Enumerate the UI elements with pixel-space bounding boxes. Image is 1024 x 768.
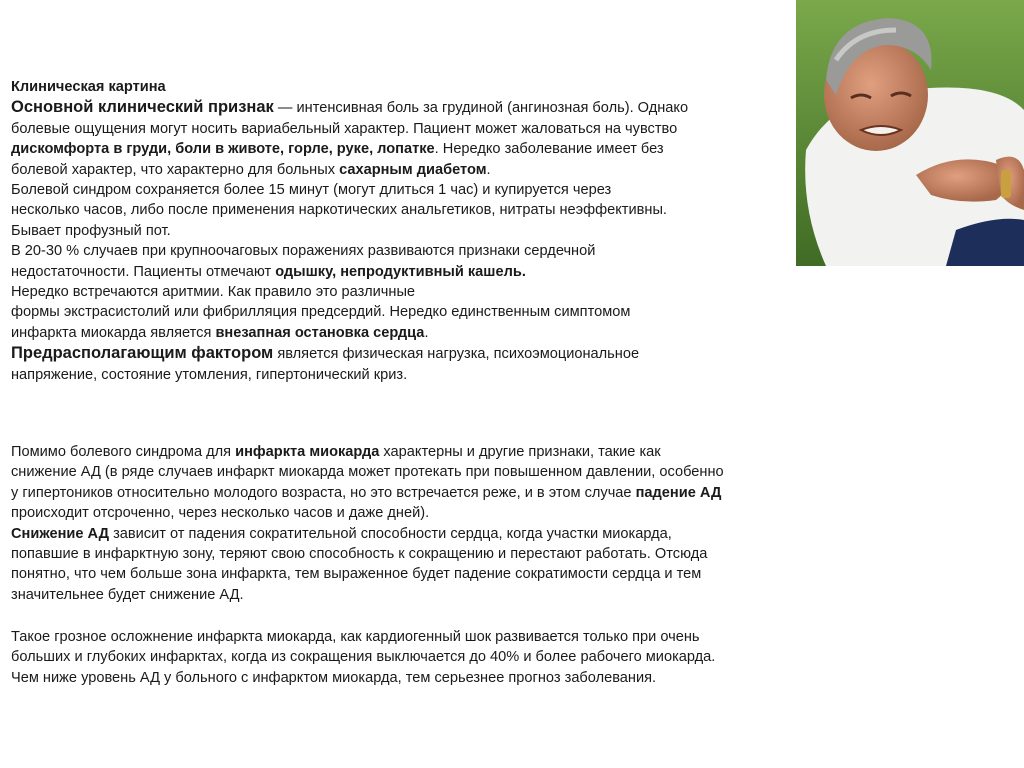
section-heading: Клиническая картина [11,79,166,95]
text-line: болевой характер, что характерно для больных сахарным диабетом. [11,161,491,178]
bold-term: сахарным диабетом [339,161,487,178]
text-line: болевые ощущения могут носить вариабельный характер. Пациент может жаловаться на чувство [11,120,678,137]
text-line: попавшие в инфарктную зону, теряют свою способность к сокращению и перестают работать. Отсюда [11,546,708,563]
text-line: В 20-30 % случаев при крупноочаговых поражениях развиваются признаки сердечной [11,243,596,260]
text-line: Такое грозное осложнение инфаркта миокарда, как кардиогенный шок развивается только при очень [11,629,700,645]
bold-term: дискомфорта в груди, боли в животе, горле, руке, лопатке [11,141,435,158]
other-signs-section [11,442,724,605]
text-line: Помимо болевого синдрома для инфаркта миокарда характерны и другие признаки, такие как [11,444,661,460]
bold-term: инфаркта миокарда [235,444,380,460]
text-line: у гипертоников относительно молодого возраста, но это встречается реже, и в этом случае падение АД [11,484,722,501]
bold-term: Снижение АД [11,525,110,542]
text-line: происходит отсроченно, через несколько часов и даже дней). [11,505,430,522]
clinical-picture-section [11,77,688,385]
text-line: недостаточности. Пациенты отмечают одышку, непродуктивный кашель. [11,263,526,280]
text-line: Нередко встречаются аритмии. Как правило это различные [11,284,416,301]
text-line: понятно, что чем больше зона инфаркта, тем выраженное будет падение сократимости сердца и тем [11,566,702,583]
bold-term: одышку, непродуктивный кашель. [275,263,526,280]
chest-pain-photo [796,0,1024,266]
text-line: Бывает профузный пот. [11,222,171,239]
text-line: снижение АД (в ряде случаев инфаркт миокарда может протекать при повышенном давлении, особенно [11,464,724,481]
man-clutching-chest-illustration [796,0,1024,266]
text-line: значительнее будет снижение АД. [11,586,244,603]
text-line: несколько часов, либо после применения наркотических анальгетиков, нитраты неэффективны. [11,202,667,219]
bold-term: Предрасполагающим фактором [11,344,274,363]
text-line: Чем ниже уровень АД у больного с инфарктом миокарда, тем серьезнее прогноз заболевания. [11,669,657,686]
text-line: Снижение АД зависит от падения сократительной способности сердца, когда участки миокарда, [11,525,672,542]
text-line: инфаркта миокарда является внезапная остановка сердца. [11,324,429,341]
text-line: формы экстрасистолий или фибрилляция предсердий. Нередко единственным симптомом [11,304,631,321]
text-line: дискомфорта в груди, боли в животе, горле, руке, лопатке. Нередко заболевание имеет без [11,141,664,158]
text-line: Основной клинический признак — интенсивная боль за грудиной (ангинозная боль). Однако [11,98,689,117]
text-line: Предрасполагающим фактором является физическая нагрузка, психоэмоциональное [11,344,640,363]
text-line: Болевой синдром сохраняется более 15 минут (могут длиться 1 час) и купируется через [11,182,612,199]
bold-term: внезапная остановка сердца [215,324,425,341]
cardiogenic-shock-section [11,627,715,688]
text-line: больших и глубоких инфарктах, когда из сокращения выключается до 40% и более рабочего миокарда. [11,649,716,666]
bold-term: Основной клинический признак [11,98,274,117]
text-line: напряжение, состояние утомления, гипертонический криз. [11,366,408,383]
bold-term: падение АД [635,484,722,501]
